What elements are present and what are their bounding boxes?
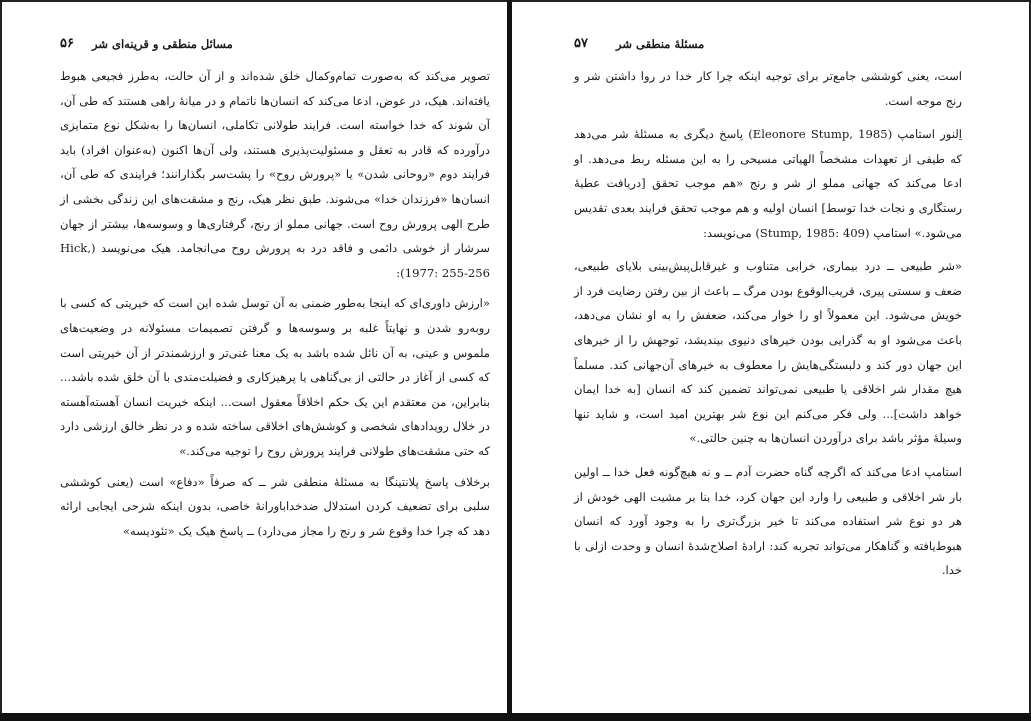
left-paragraph-3: برخلاف پاسخ پلانتینگا به مسئلهٔ منطقی شر ــ که صرفاً «دفاع» است (یعنی کوششی سلبی برای تضعیف کردن استدلال ضدخداباورانهٔ خاصی، بدون اینکه شرحی ایجابی ارائه دهد که چرا خدا وقوع شر و رنج را مجاز می‌دارد) ــ پاسخ هیک یک «تئودیسه»	[60, 474, 490, 538]
right-paragraph-4: استامپ ادعا می‌کند که اگرچه گناه حضرت آدم ــ و نه هیچ‌گونه فعل خدا ــ اولین بار شر اخلاقی و طبیعی را وارد این جهان کرد، خدا بنا بر مشیت الهی خودش از هر دو نوع شر استفاده می‌کند تا خیر بزرگ‌تری را به وجود آورد که انسان هبوط‌یافته و گناهکار می‌تواند تجربه کند: ارادهٔ اصلاح‌شدهٔ انسان و وحدت ازلی با خدا.	[574, 464, 962, 578]
right-paragraph-1: است، یعنی کوششی جامع‌تر برای توجیه اینکه چرا کار خدا در روا داشتن شر و رنج موجه است.	[574, 69, 962, 108]
book-spine-divider	[507, 0, 512, 721]
right-paragraph-2: اِلنور استامپ (Eleonore Stump, 1985) پاسخ دیگری به مسئلهٔ شر می‌دهد که طیفی از تعهدات مشخصاً الهیاتی مسیحی را به این مسئله ربط می‌دهد. او ادعا می‌کند که جهانی مملو از شر و رنج «هم موجب تحقق [دریافت عطیهٔ رستگاری و نجات خدا توسط] انسان اولیه و هم موجب تحقق فرایند بعدی تقدیس می‌شود.» استامپ (Stump, 1985: 409) می‌نویسد:	[574, 127, 962, 240]
right-page-body	[574, 64, 962, 592]
left-page	[60, 0, 490, 713]
right-page	[574, 0, 962, 713]
left-page-number: ۵۶	[60, 36, 74, 51]
right-running-title: مسئلهٔ منطقی شر	[616, 37, 705, 51]
left-running-title: مسائل منطقی و قرینه‌ای شر	[92, 37, 233, 51]
left-page-body	[60, 64, 490, 549]
right-page-header	[574, 36, 962, 56]
left-paragraph-2-quote: «ارزش داوری‌ای که اینجا به‌طور ضمنی به آن توسل شده این است که خیریتی که کسی با روبه‌رو شدن و نهایتاً غلبه بر وسوسه‌ها و گرفتن تصمیمات مسئولانه در وضعیت‌های ملموس و عینی، به آن نائل شده باشد به یک معنا غنی‌تر و ارزشمندتر از آن خیریتی است که کسی از آغاز در حالتی از بی‌گناهی یا پرهیزکاری و فضیلت‌مندی با آن خلق شده باشد... بنابراین، من معتقدم این یک حکم اخلاقاً معقول است... اینکه خیریت انسان آهسته‌آهسته در خلال رویدادهای شخصی و کوشش‌های اخلاقی ساخته شده و در نظر خالق ارزشی دارد که حتی مشقت‌های طولانی فرایند پرورش روح را توجیه می‌کند.»	[60, 296, 490, 458]
right-paragraph-3-quote: «شر طبیعی ــ درد بیماری، خرابی متناوب و غیرقابل‌پیش‌بینی بلایای طبیعی، ضعف و سستی پیری، قریب‌الوقوع بودن مرگ ــ باعث از بین رفتن رضایت فرد از خویش می‌شود. این معمولاً او را خوار می‌کند، ضعفش را به او نشان می‌دهد، باعث می‌شود او به گذرایی بودن خیرهای دنیوی بیندیشد، توجهش را از خیرهای این جهان دور کند و دلبستگی‌هایش را معطوف به خیرهای آن‌جهانی کند. مسلماً هیچ مقدار شر اخلاقی یا طبیعی نمی‌تواند تضمین کند که انسان [به خدا ایمان خواهد داشت]... ولی فکر می‌کنم این نوع شر بهترین امید است، و شاید تنها وسیلهٔ مؤثر باشد برای درآوردن انسان‌ها به چنین حالتی.»	[574, 259, 962, 446]
page-border-bottom	[0, 713, 1031, 721]
right-page-number: ۵۷	[574, 36, 588, 51]
left-page-header	[60, 36, 490, 56]
left-paragraph-1: تصویر می‌کند که به‌صورت تمام‌وکمال خلق شده‌اند و از آن حالت، به‌طرز فجیعی هبوط یافته‌اند. هیک، در عوض، ادعا می‌کند که انسان‌ها ناتمام و در میانهٔ راهی هستند که طی آن، آن شوند که خدا خواسته است. فرایند طولانی تکاملی، انسان‌ها را به‌شکل نوع متمایزی درآورده که قادر به تعقل و مسئولیت‌پذیری هستند، ولی آن‌ها اکنون (به‌عنوان افراد) باید فرایند دوم «روحانی شدن» یا «پرورش روح» را پشت‌سر بگذارانند؛ فرایندی که طی آن، انسان‌ها «فرزندان خدا» می‌شوند. طبق نظر هیک، رنج و مشقت‌های این زندگی بخشی از طرح الهی پرورش روح است. جهانی مملو از رنج، گرفتاری‌ها و وسوسه‌ها، بیشتر از جهان سرشار از خوشی دائمی و فاقد درد به پرورش روح می‌انجامد. هیک می‌نویسد (Hick, 1977: 255-256):	[60, 69, 490, 280]
page-border-left	[0, 0, 2, 721]
